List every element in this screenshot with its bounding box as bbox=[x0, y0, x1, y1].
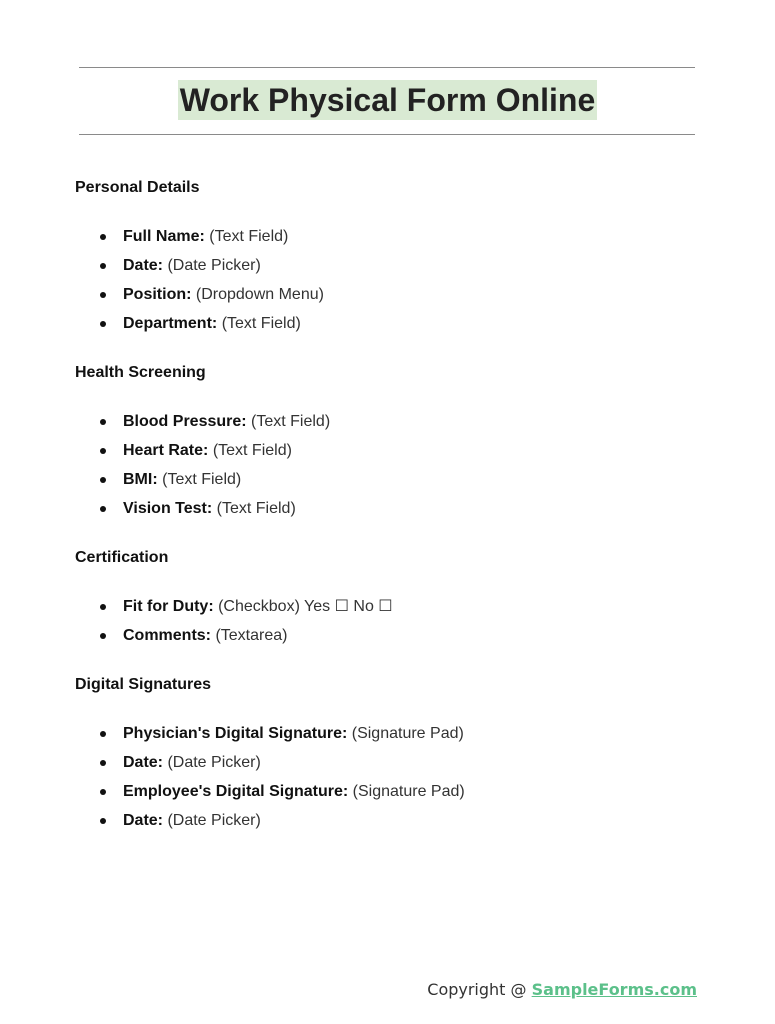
bullet-icon bbox=[100, 604, 106, 610]
field-label: Vision Test: bbox=[123, 500, 217, 517]
field-label: Full Name: bbox=[123, 228, 210, 245]
section-digital-signatures bbox=[75, 675, 695, 831]
field-label: Employee's Digital Signature: bbox=[123, 783, 353, 800]
page-title: Work Physical Form Online bbox=[179, 82, 596, 118]
field-type: (Text Field) bbox=[251, 413, 331, 430]
section-heading: Personal Details bbox=[75, 179, 200, 196]
section-health-screening bbox=[75, 363, 695, 519]
field-label: Heart Rate: bbox=[123, 442, 213, 459]
bullet-icon bbox=[100, 234, 106, 240]
bullet-icon bbox=[100, 731, 106, 737]
list-item-comments bbox=[75, 626, 695, 646]
bullet-icon bbox=[100, 818, 106, 824]
list-item-date bbox=[75, 256, 695, 276]
section-heading: Health Screening bbox=[75, 364, 206, 381]
section-heading: Certification bbox=[75, 549, 169, 566]
bullet-icon bbox=[100, 321, 106, 327]
title-container bbox=[0, 80, 775, 120]
field-type: (Checkbox) Yes ☐ No ☐ bbox=[218, 598, 393, 615]
field-type: (Signature Pad) bbox=[352, 783, 465, 800]
brand-link[interactable]: SampleForms.com bbox=[531, 980, 697, 999]
copyright-footer bbox=[427, 980, 697, 1000]
field-type: (Text Field) bbox=[162, 471, 242, 488]
field-label: Position: bbox=[123, 286, 196, 303]
field-label: Date: bbox=[123, 754, 168, 771]
field-type: (Text Field) bbox=[209, 228, 289, 245]
bullet-icon bbox=[100, 419, 106, 425]
field-label: Date: bbox=[123, 257, 168, 274]
field-type: (Text Field) bbox=[212, 442, 292, 459]
field-list bbox=[75, 724, 695, 831]
bullet-icon bbox=[100, 633, 106, 639]
section-heading: Digital Signatures bbox=[75, 676, 212, 693]
list-item-vision-test bbox=[75, 499, 695, 519]
list-item-full-name bbox=[75, 227, 695, 247]
title-bottom-divider bbox=[79, 134, 695, 135]
field-label: Physician's Digital Signature: bbox=[123, 725, 352, 742]
field-label: Department: bbox=[123, 315, 222, 332]
bullet-icon bbox=[100, 263, 106, 269]
list-item-department bbox=[75, 314, 695, 334]
bullet-icon bbox=[100, 760, 106, 766]
section-certification bbox=[75, 548, 695, 646]
field-type: (Date Picker) bbox=[167, 754, 261, 771]
bullet-icon bbox=[100, 506, 106, 512]
bullet-icon bbox=[100, 789, 106, 795]
field-type: (Textarea) bbox=[215, 627, 288, 644]
list-item-physician-signature bbox=[75, 724, 695, 744]
field-list bbox=[75, 412, 695, 519]
field-type: (Signature Pad) bbox=[351, 725, 464, 742]
bullet-icon bbox=[100, 292, 106, 298]
field-label: Comments: bbox=[123, 627, 216, 644]
field-type: (Date Picker) bbox=[167, 257, 261, 274]
list-item-position bbox=[75, 285, 695, 305]
list-item-employee-signature bbox=[75, 782, 695, 802]
copyright-text: Copyright @ bbox=[427, 980, 532, 999]
field-list bbox=[75, 227, 695, 334]
list-item-bmi bbox=[75, 470, 695, 490]
title-top-divider bbox=[79, 67, 695, 68]
field-label: Fit for Duty: bbox=[123, 598, 219, 615]
bullet-icon bbox=[100, 448, 106, 454]
field-type: (Text Field) bbox=[216, 500, 296, 517]
section-personal-details bbox=[75, 178, 695, 334]
field-list bbox=[75, 597, 695, 646]
field-type: (Text Field) bbox=[221, 315, 301, 332]
field-label: BMI: bbox=[123, 471, 163, 488]
field-type: (Dropdown Menu) bbox=[195, 286, 324, 303]
field-label: Blood Pressure: bbox=[123, 413, 252, 430]
form-content bbox=[75, 178, 695, 860]
bullet-icon bbox=[100, 477, 106, 483]
list-item-blood-pressure bbox=[75, 412, 695, 432]
list-item-fit-for-duty bbox=[75, 597, 695, 617]
field-type: (Date Picker) bbox=[167, 812, 261, 829]
list-item-employee-date bbox=[75, 811, 695, 831]
field-label: Date: bbox=[123, 812, 168, 829]
list-item-physician-date bbox=[75, 753, 695, 773]
list-item-heart-rate bbox=[75, 441, 695, 461]
